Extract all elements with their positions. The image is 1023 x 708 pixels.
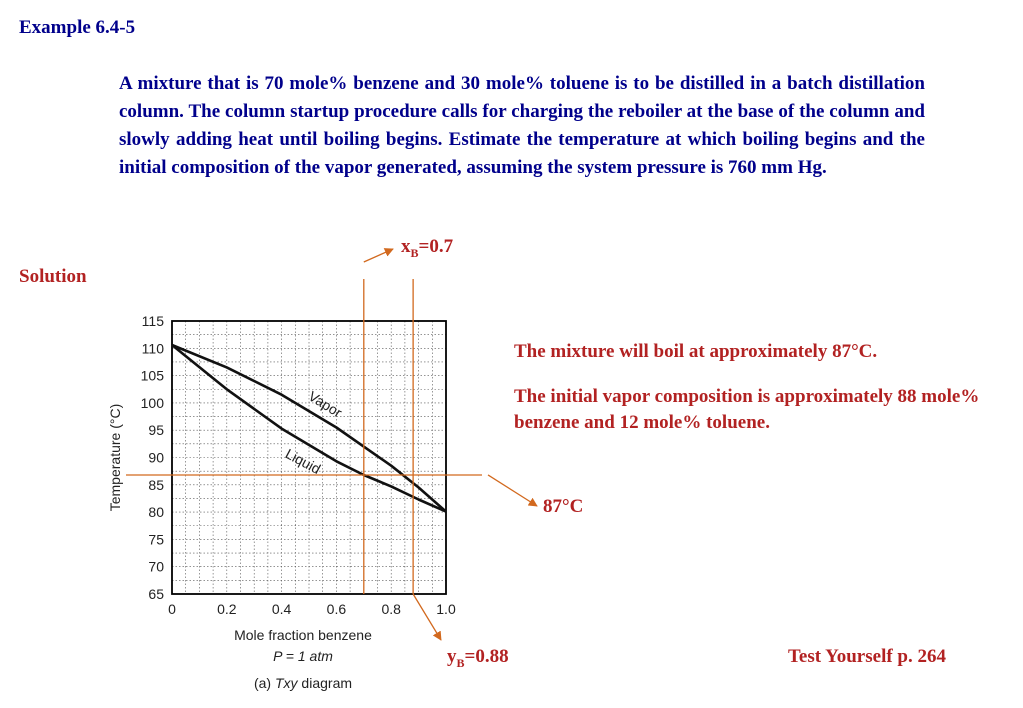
yb-var: y: [447, 646, 457, 667]
test-yourself-note: Test Yourself p. 264: [788, 646, 946, 667]
y-tick-label: 75: [148, 531, 164, 548]
y-tick-label: 105: [140, 367, 164, 384]
y-tick-label: 70: [148, 558, 164, 575]
xb-var: x: [401, 236, 411, 257]
x-tick-label: 0.2: [217, 601, 237, 617]
xb-sub: B: [410, 245, 419, 260]
y-tick-label: 90: [148, 449, 164, 466]
x-tick-label: 0.4: [271, 601, 292, 617]
y-tick-label: 95: [148, 422, 164, 439]
yb-value: =0.88: [464, 646, 509, 667]
y-tick-label: 80: [148, 504, 164, 521]
pressure-label: P = 1 atm: [273, 648, 333, 664]
y-tick-label: 115: [141, 313, 164, 329]
yb-annotation: [447, 646, 509, 671]
xb-annotation: [401, 236, 453, 261]
x-tick-label: 0: [168, 601, 176, 617]
vapor-result: The initial vapor composition is approximately 88 mole% benzene and 12 mole% toluene.: [514, 386, 980, 433]
xb-value: =0.7: [418, 236, 454, 257]
boiling-result: The mixture will boil at approximately 87°C.: [514, 341, 878, 362]
y-tick-label: 65: [148, 586, 164, 602]
y-tick-label: 85: [148, 476, 164, 493]
y-axis-title: Temperature (°C): [107, 403, 123, 512]
x-tick-label: 0.8: [381, 601, 401, 617]
x-tick-label: 0.6: [326, 601, 347, 617]
y-tick-label: 100: [140, 394, 164, 411]
diagram-caption: [254, 675, 352, 691]
example-title: Example 6.4-5: [19, 17, 136, 38]
x-tick-label: 1.0: [436, 601, 456, 617]
temperature-arrow: [488, 475, 537, 506]
vapor-curve-label: Vapor: [305, 387, 345, 421]
x-axis-title: Mole fraction benzene: [234, 627, 372, 643]
y-tick-label: 110: [141, 340, 164, 357]
solution-label: Solution: [19, 266, 87, 287]
liquid-curve-label: Liquid: [282, 445, 324, 478]
yb-sub: B: [456, 655, 465, 670]
xb-arrow: [364, 249, 393, 262]
caption-italic: Txy: [274, 675, 298, 691]
problem-statement: A mixture that is 70 mole% benzene and 30 mole% toluene is to be distilled in a batch distillation column. The column startup procedure calls for charging the reboiler at the base of the column and slowly adding heat until boiling begins. Estimate the temperature at which boiling begins and the initial composition of the vapor generated, assuming the system pressure is 760 mm Hg.: [119, 73, 925, 178]
caption-prefix: (a): [253, 675, 275, 691]
caption-suffix: diagram: [297, 675, 353, 691]
temperature-annotation: 87°C: [543, 496, 584, 517]
